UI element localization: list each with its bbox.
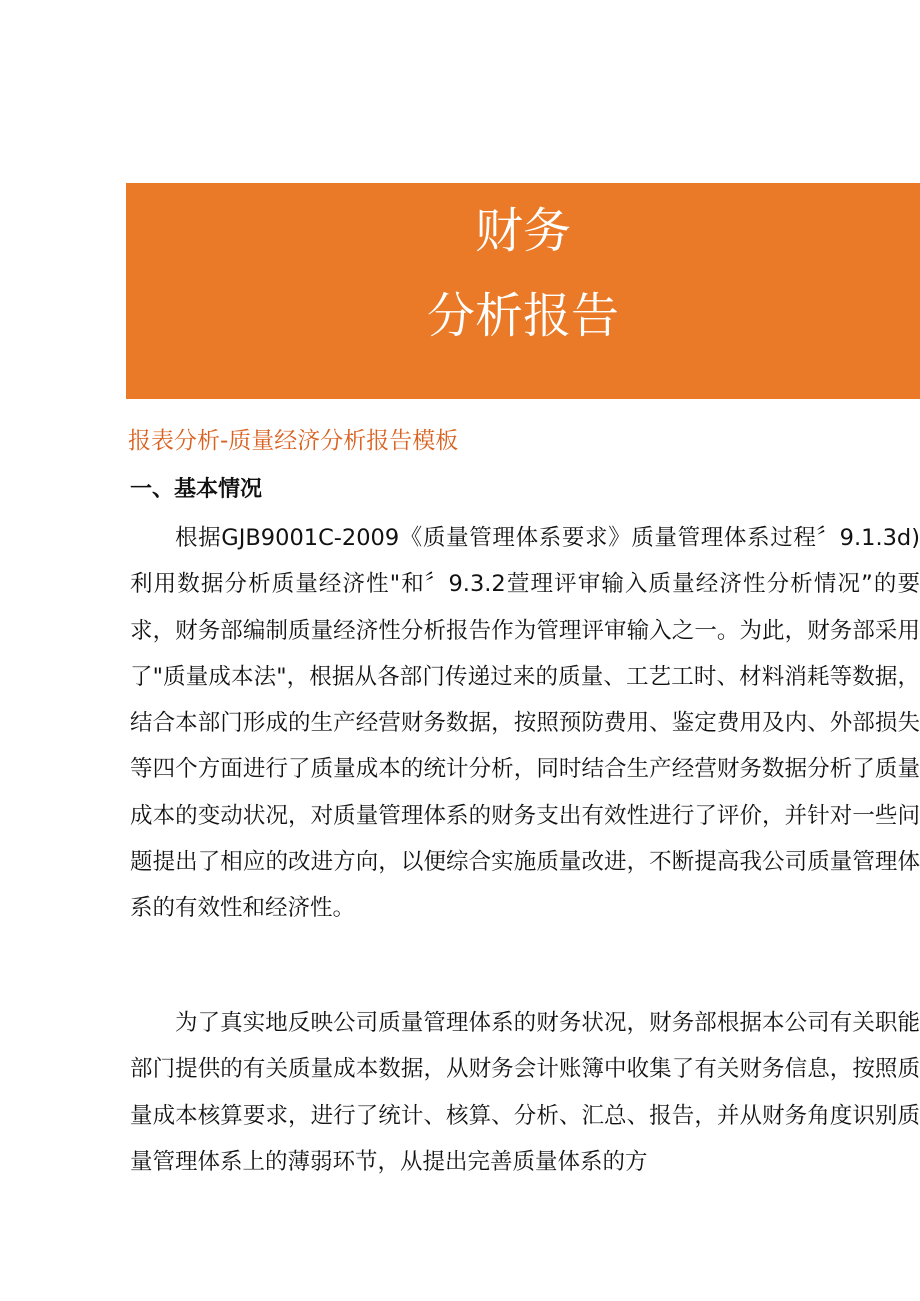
section-heading: 一、基本情况 (130, 477, 263, 502)
body-paragraph: 根据GJB9001C-2009《质量管理体系要求》质量管理体系过程〞9.1.3d)利用数据分析质量经济性"和〞9.3.2萱理评审输入质量经济性分析情况”的要求，财务部编制质量经济性分析报告作为管理评审输入之一。为此，财务部采用了"质量成本法"，根据从各部门传递过来的质量、工艺工时、材料消耗等数据，结合本部门形成的生产经营财务数据，按照预防费用、鉴定费用及内、外部损失等四个方面进行了质量成本的统计分析，同时结合生产经营财务数据分析了质量成本的变动状况，对质量管理体系的财务支出有效性进行了评价，并针对一些问题提出了相应的改进方向，以便综合实施质量改进，不断提高我公司质量管理体系的有效性和经济性。 (130, 525, 920, 922)
banner-title-line-1: 财务 (474, 203, 571, 259)
banner-title-line-2: 分析报告 (426, 288, 619, 344)
body-paragraph: 为了真实地反映公司质量管理体系的财务状况，财务部根据本公司有关职能部门提供的有关质量成本数据，从财务会计账簿中收集了有关财务信息，按照质量成本核算要求，进行了统计、核算、分析、汇总、报告，并从财务角度识别质量管理体系上的薄弱环节，从提出完善质量体系的方 (130, 1010, 920, 1175)
document-subtitle: 报表分析-质量经济分析报告模板 (128, 428, 459, 454)
